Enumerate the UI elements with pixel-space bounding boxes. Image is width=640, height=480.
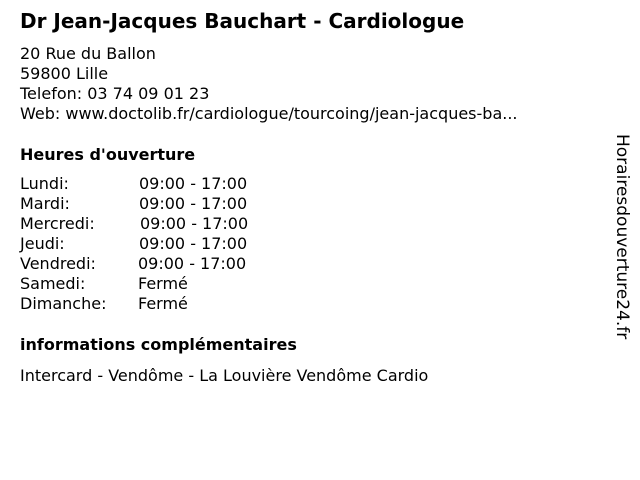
phone-number[interactable]: Telefon: 03 74 09 01 23 [20, 84, 210, 103]
info-text: Intercard - Vendôme - La Louvière Vendôme Cardio [20, 366, 429, 385]
day-label: Mardi: [20, 194, 70, 213]
info-heading: informations complémentaires [20, 335, 297, 354]
watermark: Horairesdouverture24.fr [612, 134, 632, 340]
day-hours: Fermé [138, 294, 188, 313]
day-label: Jeudi: [20, 234, 65, 253]
day-label: Samedi: [20, 274, 86, 293]
day-label: Dimanche: [20, 294, 107, 313]
hours-heading: Heures d'ouverture [20, 145, 196, 164]
day-hours: 09:00 - 17:00 [139, 234, 248, 253]
day-hours: 09:00 - 17:00 [140, 214, 249, 233]
day-label: Mercredi: [20, 214, 95, 233]
day-label: Vendredi: [20, 254, 96, 273]
day-hours: 09:00 - 17:00 [138, 254, 247, 273]
day-hours: 09:00 - 17:00 [139, 194, 248, 213]
day-hours: Fermé [138, 274, 188, 293]
address-city: 59800 Lille [20, 64, 109, 83]
page-title: Dr Jean-Jacques Bauchart - Cardiologue [20, 9, 465, 33]
website-link[interactable]: Web: www.doctolib.fr/cardiologue/tourcoing/jean-jacques-ba... [20, 104, 518, 123]
day-hours: 09:00 - 17:00 [139, 174, 248, 193]
address-street: 20 Rue du Ballon [20, 44, 156, 63]
day-label: Lundi: [20, 174, 69, 193]
